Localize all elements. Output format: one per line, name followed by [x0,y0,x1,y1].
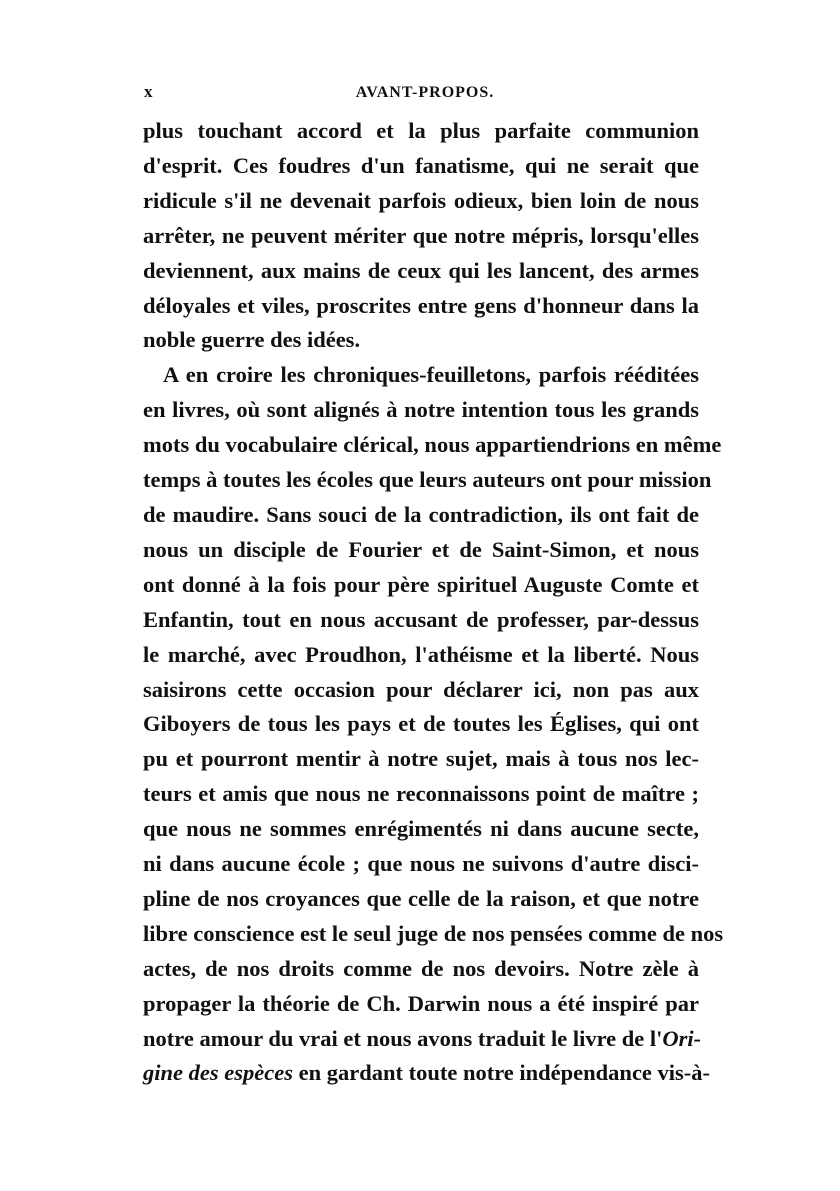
text-line: de maudire. Sans souci de la contradiction, ils ont fait de [143,501,699,527]
text-line: teurs et amis que nous ne reconnaissons point de maître ; [143,781,699,807]
paragraph-1 [143,114,699,358]
text-line: ont donné à la fois pour père spirituel Auguste Comte et [143,571,699,597]
section-title: AVANT-PROPOS. [355,84,495,101]
text-line: pline de nos croyances que celle de la raison, et que notre [143,885,699,911]
text-segment: en gardant toute notre indépendance vis-à- [298,1060,711,1086]
body-text [143,114,724,1091]
text-line: noble guerre des idées. [143,327,361,353]
italic-title-segment: Ori- [662,1025,702,1051]
text-line: saisirons cette occasion pour déclarer ici, non pas aux [143,676,699,702]
text-line: déloyales et viles, proscrites entre gens d'honneur dans la [143,292,699,318]
text-line: arrêter, ne peuvent mériter que notre mépris, lorsqu'elles [143,222,699,248]
text-line: ridicule s'il ne devenait parfois odieux, bien loin de nous [143,187,699,213]
text-line-with-italic [143,1022,702,1057]
text-line-with-italic [143,1056,711,1091]
text-line: le marché, avec Proudhon, l'athéisme et la liberté. Nous [143,641,699,667]
text-line: plus touchant accord et la plus parfaite communion [143,118,699,143]
page-number: x [144,82,153,101]
paragraph-2 [143,358,724,1091]
text-line: libre conscience est le seul juge de nos pensées comme de nos [143,920,724,946]
text-line: actes, de nos droits comme de nos devoirs. Notre zèle à [143,955,699,981]
text-line: temps à toutes les écoles que leurs auteurs ont pour mission [143,467,712,493]
text-line: ni dans aucune école ; que nous ne suivons d'autre disci- [143,851,699,877]
text-line: pu et pourront mentir à notre sujet, mais à tous nos lec- [143,746,699,772]
text-line: deviennent, aux mains de ceux qui les lancent, des armes [143,257,699,283]
text-line: que nous ne sommes enrégimentés ni dans aucune secte, [143,816,699,842]
italic-title-segment: gine des espèces [143,1060,293,1086]
text-line: mots du vocabulaire clérical, nous appartiendrions en même [143,432,722,458]
text-line: en livres, où sont alignés à notre intention tous les grands [143,397,699,423]
text-line: nous un disciple de Fourier et de Saint-Simon, et nous [143,536,699,562]
text-line: Enfantin, tout en nous accusant de professer, par-dessus [143,606,699,632]
text-line: A en croire les chroniques-feuilletons, parfois rééditées [163,362,699,388]
text-line: propager la théorie de Ch. Darwin nous a été inspiré par [143,990,699,1016]
text-line: Giboyers de tous les pays et de toutes les Églises, qui ont [143,711,699,737]
running-head [140,82,700,106]
text-segment: notre amour du vrai et nous avons traduit le livre de l' [143,1025,663,1051]
text-line: d'esprit. Ces foudres d'un fanatisme, qui ne serait que [143,152,699,178]
